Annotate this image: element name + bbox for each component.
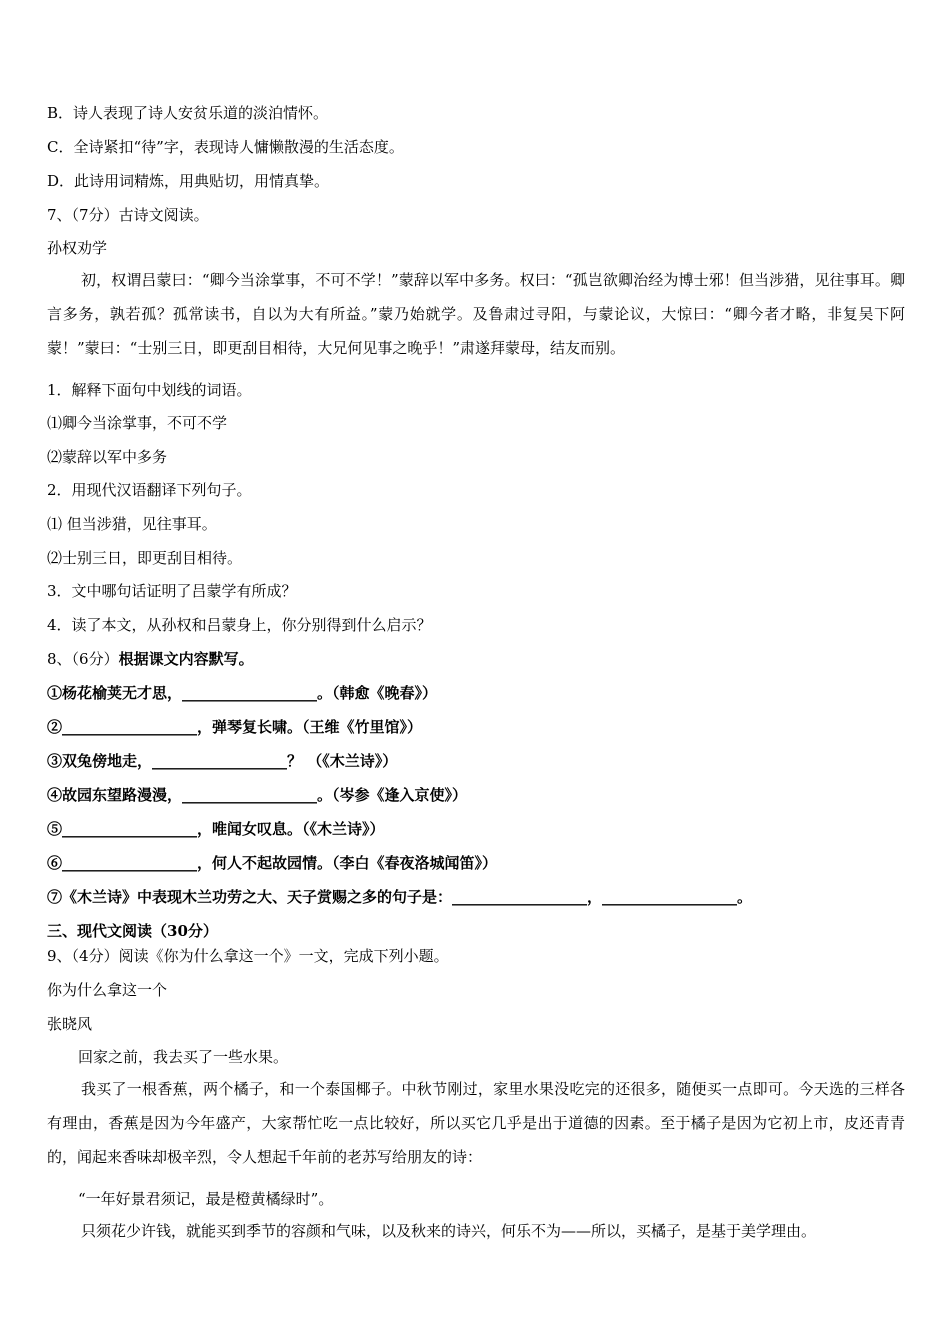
option-d: D．此诗用词精炼，用典贴切，用情真挚。 xyxy=(47,172,330,190)
q8-item-4: ④故园东望路漫漫，__________________。（岑参《逢入京使》） xyxy=(47,786,468,804)
q7-heading: 7、（7分）古诗文阅读。 xyxy=(47,206,209,224)
q9-author: 张晓风 xyxy=(47,1015,93,1033)
section-3-heading: 三、现代文阅读（30分） xyxy=(47,922,218,940)
q9-paragraph-3: 只须花少许钱，就能买到季节的容颜和气味，以及秋来的诗兴，何乐不为——所以，买橘子，是基于美学理由。 xyxy=(81,1222,817,1240)
q7-sub2a: ⑴ 但当涉猎，见往事耳。 xyxy=(47,515,217,533)
option-c: C．全诗紧扣“待”字，表现诗人慵懒散漫的生活态度。 xyxy=(47,138,404,156)
q9-poem-quote: “一年好景君须记，最是橙黄橘绿时”。 xyxy=(78,1190,334,1208)
option-b: B．诗人表现了诗人安贫乐道的淡泊情怀。 xyxy=(47,104,329,122)
q7-sub1a: ⑴卿今当涂掌事，不可不学 xyxy=(47,414,228,432)
q7-sub3: 3．文中哪句话证明了吕蒙学有所成？ xyxy=(47,582,297,600)
q8-heading-text: 根据课文内容默写。 xyxy=(118,650,254,668)
q9-article-title: 你为什么拿这一个 xyxy=(47,981,168,999)
q7-passage: 初，权谓吕蒙曰：“卿今当涂掌事，不可不学！”蒙辞以军中多务。权曰：“孤岂欲卿治经为博士邪！但当涉猎，见往事耳。卿言多务，孰若孤？孤常读书，自以为大有所益。”蒙乃始就学。及鲁肃过寻阳，与蒙论议，大惊曰：“卿今者才略，非复吴下阿蒙！”蒙曰：“士别三日，即更刮目相待，大兄何见事之晚乎！”肃遂拜蒙母，结友而别。 xyxy=(47,271,905,357)
q7-passage-title: 孙权劝学 xyxy=(47,239,108,257)
q8-heading-prefix: 8、（6分） xyxy=(47,650,119,668)
q8-item-1: ①杨花榆荚无才思，__________________。（韩愈《晚春》） xyxy=(47,684,438,702)
q8-item-3: ③双兔傍地走，__________________？ （《木兰诗》） xyxy=(47,752,398,770)
q8-item-5: ⑤__________________，唯闻女叹息。（《木兰诗》） xyxy=(47,820,385,838)
q8-item-6: ⑥__________________，何人不起故园情。（李白《春夜洛城闻笛》） xyxy=(47,854,498,872)
q7-sub1: 1．解释下面句中划线的词语。 xyxy=(47,381,252,399)
q8-heading xyxy=(47,649,254,669)
q7-sub2b: ⑵士别三日，即更刮目相待。 xyxy=(47,549,243,567)
q8-item-2: ②__________________，弹琴复长啸。（王维《竹里馆》） xyxy=(47,718,423,736)
q8-item-7: ⑦《木兰诗》中表现木兰功劳之大、天子赏赐之多的句子是：__________________，__________________。 xyxy=(47,888,753,906)
q9-paragraph-1: 回家之前，我去买了一些水果。 xyxy=(78,1048,289,1066)
q7-sub2: 2．用现代汉语翻译下列句子。 xyxy=(47,481,252,499)
q9-paragraph-2: 我买了一根香蕉，两个橘子，和一个泰国椰子。中秋节刚过，家里水果没吃完的还很多，随便买一点即可。今天选的三样各有理由，香蕉是因为今年盛产，大家帮忙吃一点比较好，所以买它几乎是出于道德的因素。至于橘子是因为它初上市，皮还青青的，闻起来香味却极辛烈，令人想起千年前的老苏写给朋友的诗： xyxy=(47,1080,905,1166)
q9-heading: 9、（4分）阅读《你为什么拿这一个》一文，完成下列小题。 xyxy=(47,947,449,965)
q7-sub1b: ⑵蒙辞以军中多务 xyxy=(47,448,168,466)
q7-sub4: 4．读了本文，从孙权和吕蒙身上，你分别得到什么启示？ xyxy=(47,616,432,634)
